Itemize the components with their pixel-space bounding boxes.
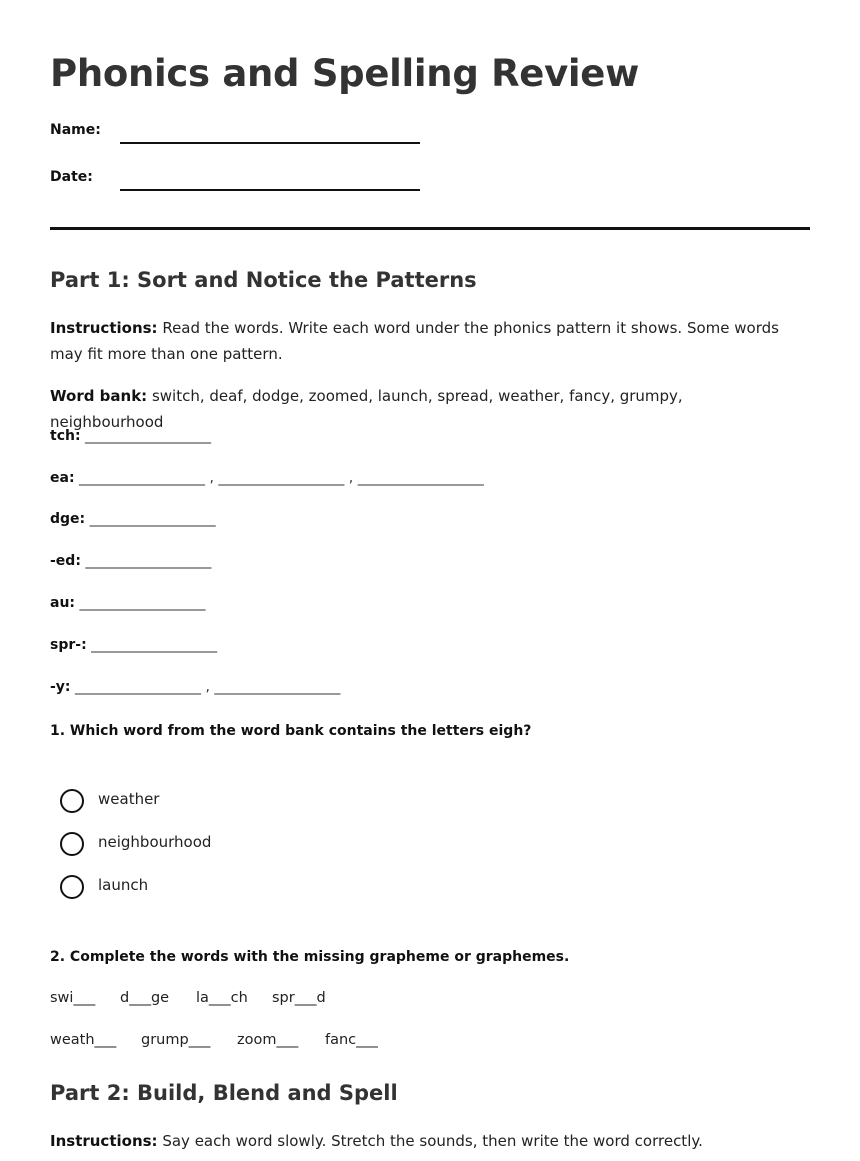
pattern-row-y[interactable] — [50, 679, 340, 695]
pattern-blanks[interactable]: __________________ — [85, 428, 212, 444]
pattern-blanks[interactable]: __________________ — [91, 637, 218, 653]
option-label: weather — [98, 790, 160, 808]
option-label: neighbourhood — [98, 833, 212, 851]
word-bank-text: switch, deaf, dodge, zoomed, launch, spread, weather, fancy, grumpy, neighbourhood — [50, 387, 683, 431]
page-title: Phonics and Spelling Review — [50, 52, 639, 95]
section-divider — [50, 227, 810, 230]
pattern-blanks[interactable]: __________________ — [89, 511, 216, 527]
radio-circle-icon[interactable] — [60, 789, 84, 813]
question-2: 2. Complete the words with the missing grapheme or graphemes. — [50, 949, 570, 965]
pattern-row-spr[interactable] — [50, 637, 217, 653]
pattern-label: ea: — [50, 470, 75, 486]
instructions-text: Read the words. Write each word under the phonics pattern it shows. Some words may fit more than one pattern. — [50, 319, 779, 363]
gap-word[interactable]: grump___ — [141, 1032, 211, 1048]
gap-word[interactable]: swi___ — [50, 990, 96, 1006]
pattern-row-tch[interactable] — [50, 428, 211, 444]
instructions-label: Instructions: — [50, 319, 158, 337]
pattern-blanks[interactable]: __________________ — [85, 553, 212, 569]
gap-word[interactable]: fanc___ — [325, 1032, 378, 1048]
part2-heading: Part 2: Build, Blend and Spell — [50, 1081, 398, 1105]
name-line[interactable] — [120, 142, 420, 144]
date-label: Date: — [50, 169, 93, 185]
option-label: launch — [98, 876, 149, 894]
pattern-label: au: — [50, 595, 76, 611]
word-bank-label: Word bank: — [50, 387, 148, 405]
part1-heading: Part 1: Sort and Notice the Patterns — [50, 268, 477, 292]
gap-word[interactable]: la___ch — [196, 990, 248, 1006]
pattern-row-ea[interactable] — [50, 470, 484, 486]
gap-word[interactable]: weath___ — [50, 1032, 117, 1048]
missing-grapheme-row-2 — [50, 1032, 378, 1048]
gap-word[interactable]: spr___d — [272, 990, 326, 1006]
question-1: 1. Which word from the word bank contains the letters eigh? — [50, 723, 532, 739]
pattern-row-au[interactable] — [50, 595, 205, 611]
radio-circle-icon[interactable] — [60, 832, 84, 856]
pattern-label: tch: — [50, 428, 81, 444]
pattern-row-dge[interactable] — [50, 511, 216, 527]
name-label: Name: — [50, 122, 101, 138]
missing-grapheme-row-1 — [50, 990, 326, 1006]
gap-word[interactable]: d___ge — [120, 990, 170, 1006]
pattern-label: dge: — [50, 511, 86, 527]
pattern-label: -ed: — [50, 553, 81, 569]
radio-circle-icon[interactable] — [60, 875, 84, 899]
instructions-label: Instructions: — [50, 1132, 158, 1150]
date-line[interactable] — [120, 189, 420, 191]
pattern-row-ed[interactable] — [50, 553, 211, 569]
instructions-text: Say each word slowly. Stretch the sounds, then write the word correctly. — [157, 1132, 703, 1150]
gap-word[interactable]: zoom___ — [237, 1032, 299, 1048]
pattern-blanks[interactable]: __________________ — [79, 595, 206, 611]
pattern-label: spr-: — [50, 637, 87, 653]
part1-instructions — [50, 315, 800, 367]
pattern-label: -y: — [50, 679, 71, 695]
part2-instructions — [50, 1128, 800, 1154]
pattern-blanks[interactable]: __________________ , __________________ — [75, 679, 341, 695]
pattern-blanks[interactable]: __________________ , __________________ , __________________ — [79, 470, 484, 486]
